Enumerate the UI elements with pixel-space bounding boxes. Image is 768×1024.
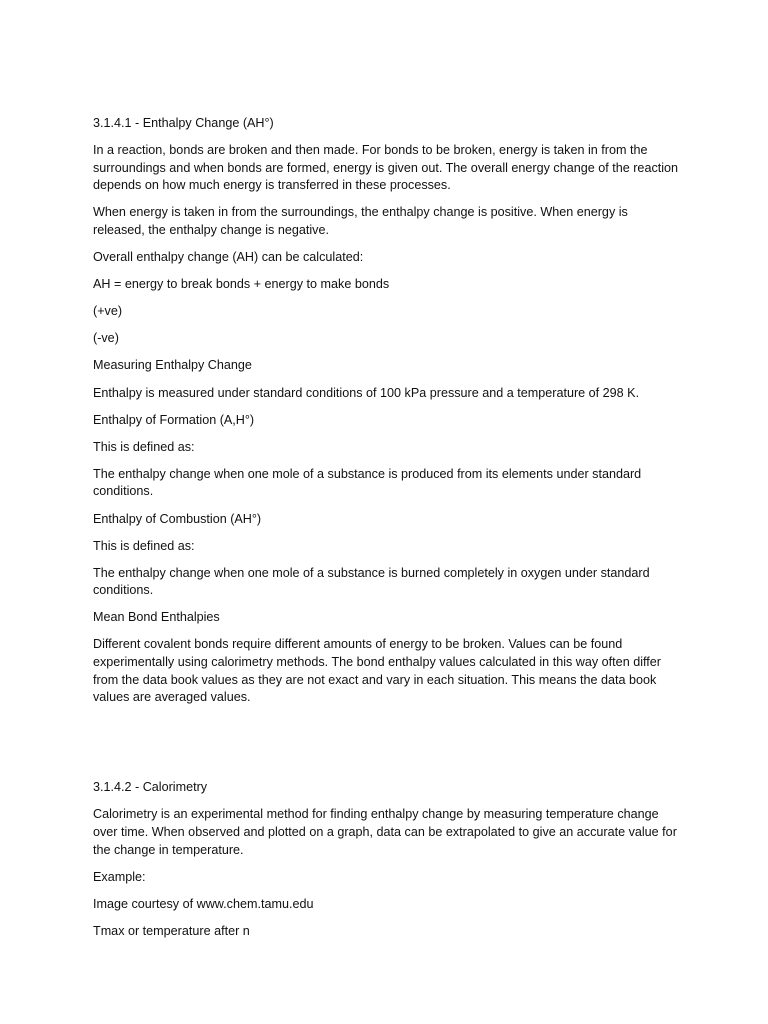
- paragraph-enthalpy-sign: When energy is taken in from the surroundings, the enthalpy change is positive. When energy is released, the enthalpy change is negative.: [93, 205, 628, 237]
- subheading-bond-enthalpies: Mean Bond Enthalpies: [93, 610, 220, 625]
- formula-line: AH = energy to break bonds + energy to make bonds: [93, 277, 390, 292]
- paragraph-combustion: The enthalpy change when one mole of a substance is burned completely in oxygen under standard conditions.: [93, 565, 650, 598]
- subheading-combustion: Enthalpy of Combustion (AH°): [93, 511, 262, 526]
- paragraph-formation: The enthalpy change when one mole of a substance is produced from its elements under standard conditions.: [93, 466, 642, 499]
- subheading-formation: Enthalpy of Formation (A,H°): [93, 412, 255, 427]
- section-heading-enthalpy-change: 3.1.4.1 - Enthalpy Change (AH°): [93, 116, 274, 130]
- label-negative: (-ve): [93, 331, 119, 346]
- label-positive: (+ve): [93, 304, 123, 319]
- formation-defined-label: This is defined as:: [93, 439, 195, 454]
- combustion-defined-label: This is defined as:: [93, 538, 195, 553]
- paragraph-calorimetry: Calorimetry is an experimental method for finding enthalpy change by measuring temperature change over time. When observed and plotted on a graph, data can be extrapolated to give an accurate value for the change in temperature.: [93, 807, 677, 857]
- section-spacer: [93, 716, 683, 779]
- paragraph-bonds: In a reaction, bonds are broken and then made. For bonds to be broken, energy is taken in from the surroundings and when bonds are formed, energy is given out. The overall energy change of the reaction depends on how much energy is transferred in these processes.: [93, 143, 679, 193]
- paragraph-measuring: Enthalpy is measured under standard conditions of 100 kPa pressure and a temperature of 298 K.: [93, 385, 640, 400]
- subheading-measuring: Measuring Enthalpy Change: [93, 358, 252, 373]
- label-tmax: Tmax or temperature after n: [93, 923, 250, 938]
- document-page: [93, 115, 683, 950]
- paragraph-overall-calc: Overall enthalpy change (AH) can be calculated:: [93, 250, 364, 265]
- image-credit: Image courtesy of www.chem.tamu.edu: [93, 896, 314, 911]
- section-heading-calorimetry: 3.1.4.2 - Calorimetry: [93, 780, 208, 795]
- paragraph-bond-enthalpies: Different covalent bonds require different amounts of energy to be broken. Values can be found experimentally using calorimetry methods. The bond enthalpy values calculated in this way often differ from the data book values as they are not exact and vary in each situation. This means the data book values are averaged values.: [93, 637, 661, 705]
- label-example: Example:: [93, 869, 146, 884]
